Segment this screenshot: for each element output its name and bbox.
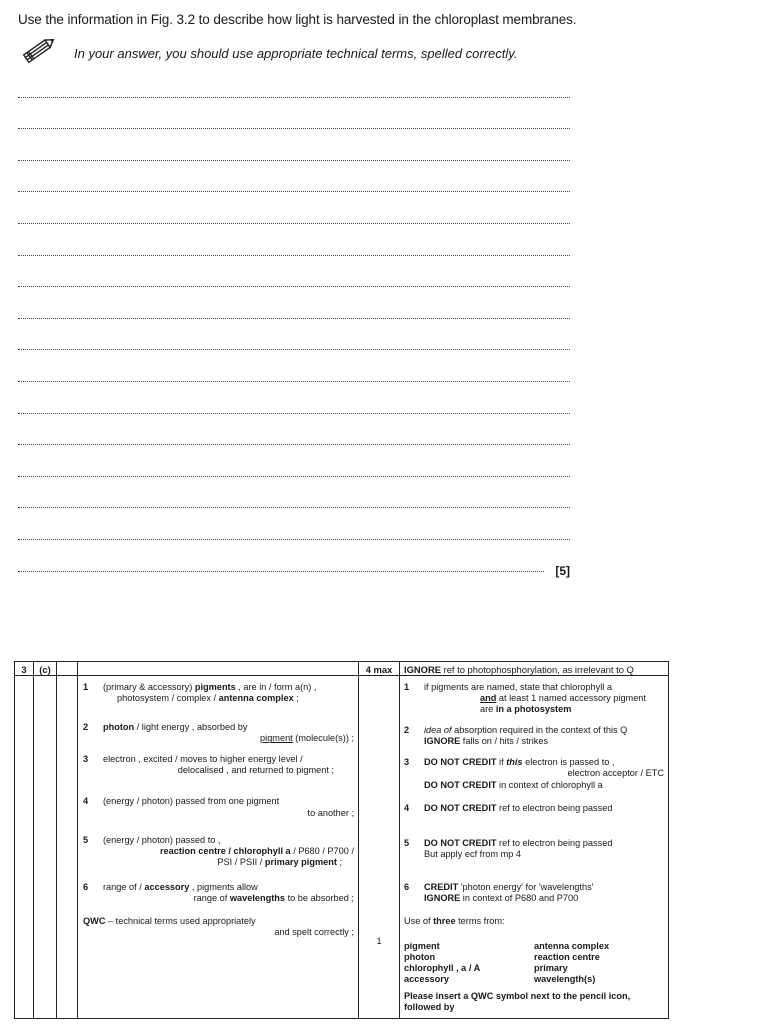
instruction-text: In your answer, you should use appropriate technical terms, spelled correctly. (74, 46, 518, 61)
guidance-5: 5 DO NOT CREDIT ref to electron being passed But apply ecf from mp 4 (404, 837, 613, 859)
point-5: 5 (energy / photon) passed to , reaction centre / chlorophyll a / P680 / P700 / PSI / PSII / primary pigment ; (83, 834, 354, 867)
answer-line[interactable] (18, 262, 570, 294)
guidance-6: 6 CREDIT 'photon energy' for 'wavelengths' IGNORE in context of P680 and P700 (404, 881, 594, 903)
answer-line[interactable] (18, 198, 570, 230)
point-4: 4 (energy / photon) passed from one pigment to another ; (83, 796, 354, 818)
answer-line[interactable] (18, 451, 570, 483)
question-prompt: Use the information in Fig. 3.2 to describe how light is harvested in the chloroplast membranes. (18, 12, 577, 27)
answer-column (78, 676, 359, 1018)
answer-line[interactable] (18, 514, 570, 546)
answer-line[interactable] (18, 293, 570, 325)
answer-line[interactable] (18, 483, 570, 515)
point-2: 2 photon / light energy , absorbed by pigment (molecule(s)) ; (83, 722, 354, 744)
point-1: 1 (primary & accessory) pigments , are in / form a(n) , photosystem / complex / antenna complex ; (83, 682, 317, 704)
answer-lines (18, 72, 570, 578)
qwc-mark: 1 (376, 936, 382, 947)
answer-line[interactable] (18, 230, 570, 262)
question-number: 3 (15, 662, 34, 676)
answer-line[interactable] (18, 72, 570, 104)
question-part: (c) (34, 662, 57, 676)
qwc-guidance: Use of three terms from: pigment antenna complex photon reaction centre chlorophyll , a / A primary accessory wavelength(s) Please insert a QWC symbol next to the pencil icon, followed by (404, 916, 664, 1013)
point-3: 3 electron , excited / moves to higher energy level / delocalised , and returned to pigment ; (83, 754, 334, 776)
guidance-column (400, 676, 669, 1018)
guidance-1: 1 if pigments are named, state that chlorophyll a and at least 1 named accessory pigment are in a photosystem (404, 682, 646, 715)
guidance-3: 3 DO NOT CREDIT if this electron is passed to , electron acceptor / ETC DO NOT CREDIT in context of chlorophyll a (404, 757, 664, 790)
answer-line[interactable] (18, 356, 570, 388)
answer-line[interactable] (18, 167, 570, 199)
answer-line[interactable] (18, 325, 570, 357)
answer-line[interactable] (18, 104, 570, 136)
answer-line[interactable] (18, 135, 570, 167)
answer-line[interactable] (18, 420, 570, 452)
header-guidance: IGNORE ref to photophosphorylation, as irrelevant to Q (400, 662, 669, 676)
qwc-terms: pigment antenna complex photon reaction centre chlorophyll , a / A primary accessory wavelength(s) (404, 940, 610, 984)
answer-line[interactable] (18, 546, 570, 578)
marks-label: [5] (555, 563, 570, 578)
answer-line[interactable] (18, 388, 570, 420)
guidance-4: 4 DO NOT CREDIT ref to electron being passed (404, 802, 613, 813)
guidance-2: 2 idea of absorption required in the context of this Q IGNORE falls on / hits / strikes (404, 725, 628, 747)
qwc-point: QWC – technical terms used appropriately and spelt correctly ; (83, 915, 354, 937)
max-marks: 4 max (359, 662, 400, 676)
markscheme-table (14, 661, 669, 1019)
point-6: 6 range of / accessory , pigments allow range of wavelengths to be absorbed ; (83, 881, 354, 903)
pencil-icon (18, 34, 58, 68)
